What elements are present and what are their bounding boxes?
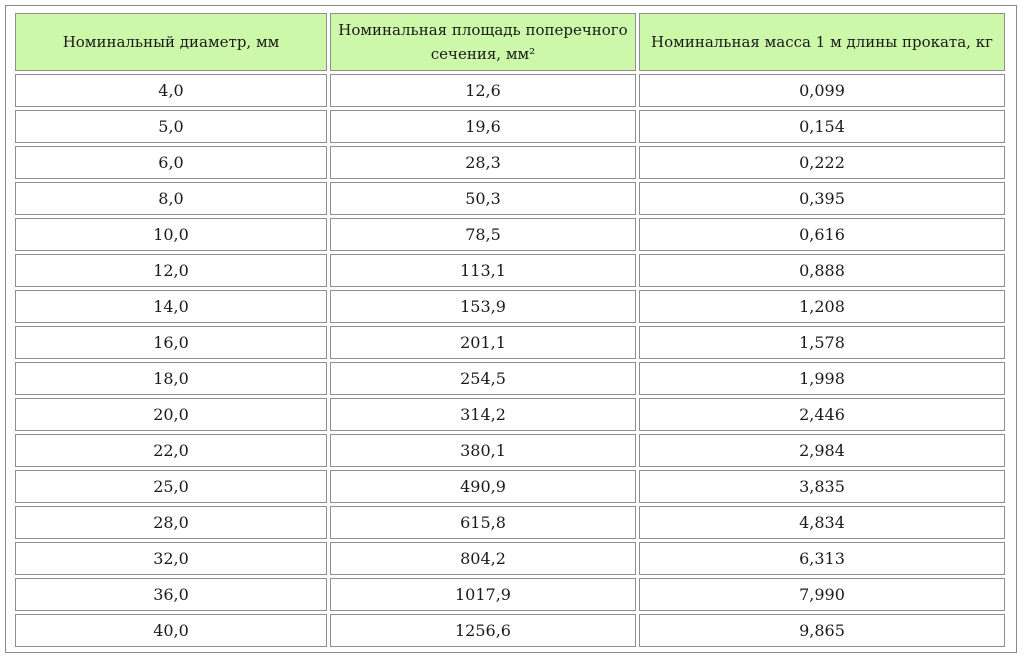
table-row	[15, 182, 1005, 215]
cell-diameter: 12,0	[15, 254, 327, 287]
cell-diameter: 10,0	[15, 218, 327, 251]
cell-mass: 1,208	[639, 290, 1005, 323]
cell-diameter: 25,0	[15, 470, 327, 503]
table-row	[15, 434, 1005, 467]
cell-area: 153,9	[330, 290, 636, 323]
cell-mass: 0,099	[639, 74, 1005, 107]
header-area: Номинальная площадь поперечного сечения, мм²	[330, 13, 636, 71]
cell-area: 19,6	[330, 110, 636, 143]
table-row	[15, 578, 1005, 611]
cell-area: 50,3	[330, 182, 636, 215]
cell-diameter: 8,0	[15, 182, 327, 215]
cell-area: 1256,6	[330, 614, 636, 647]
cell-mass: 0,888	[639, 254, 1005, 287]
cell-diameter: 16,0	[15, 326, 327, 359]
cell-area: 380,1	[330, 434, 636, 467]
cell-mass: 6,313	[639, 542, 1005, 575]
table-row	[15, 74, 1005, 107]
table-row	[15, 614, 1005, 647]
cell-diameter: 20,0	[15, 398, 327, 431]
cell-area: 201,1	[330, 326, 636, 359]
header-diameter: Номинальный диаметр, мм	[15, 13, 327, 71]
table-frame	[5, 5, 1017, 653]
cell-area: 615,8	[330, 506, 636, 539]
cell-mass: 9,865	[639, 614, 1005, 647]
cell-mass: 0,616	[639, 218, 1005, 251]
table-row	[15, 146, 1005, 179]
cell-diameter: 36,0	[15, 578, 327, 611]
cell-area: 1017,9	[330, 578, 636, 611]
cell-area: 254,5	[330, 362, 636, 395]
table-row	[15, 218, 1005, 251]
cell-mass: 2,446	[639, 398, 1005, 431]
cell-area: 78,5	[330, 218, 636, 251]
header-mass: Номинальная масса 1 м длины проката, кг	[639, 13, 1005, 71]
cell-diameter: 32,0	[15, 542, 327, 575]
cell-mass: 1,998	[639, 362, 1005, 395]
cell-area: 28,3	[330, 146, 636, 179]
table-body	[15, 74, 1005, 647]
cell-area: 490,9	[330, 470, 636, 503]
rebar-table	[12, 10, 1008, 650]
cell-diameter: 28,0	[15, 506, 327, 539]
cell-mass: 0,154	[639, 110, 1005, 143]
table-row	[15, 362, 1005, 395]
cell-mass: 2,984	[639, 434, 1005, 467]
cell-diameter: 18,0	[15, 362, 327, 395]
table-row	[15, 542, 1005, 575]
cell-diameter: 22,0	[15, 434, 327, 467]
cell-diameter: 14,0	[15, 290, 327, 323]
table-row	[15, 326, 1005, 359]
cell-mass: 3,835	[639, 470, 1005, 503]
table-row	[15, 290, 1005, 323]
cell-mass: 4,834	[639, 506, 1005, 539]
table-row	[15, 254, 1005, 287]
cell-area: 113,1	[330, 254, 636, 287]
cell-diameter: 5,0	[15, 110, 327, 143]
cell-diameter: 4,0	[15, 74, 327, 107]
cell-diameter: 40,0	[15, 614, 327, 647]
table-row	[15, 398, 1005, 431]
cell-area: 314,2	[330, 398, 636, 431]
cell-mass: 0,222	[639, 146, 1005, 179]
table-row	[15, 110, 1005, 143]
table-row	[15, 470, 1005, 503]
header-row	[15, 13, 1005, 71]
cell-diameter: 6,0	[15, 146, 327, 179]
cell-mass: 1,578	[639, 326, 1005, 359]
cell-mass: 7,990	[639, 578, 1005, 611]
cell-area: 804,2	[330, 542, 636, 575]
cell-area: 12,6	[330, 74, 636, 107]
table-row	[15, 506, 1005, 539]
cell-mass: 0,395	[639, 182, 1005, 215]
